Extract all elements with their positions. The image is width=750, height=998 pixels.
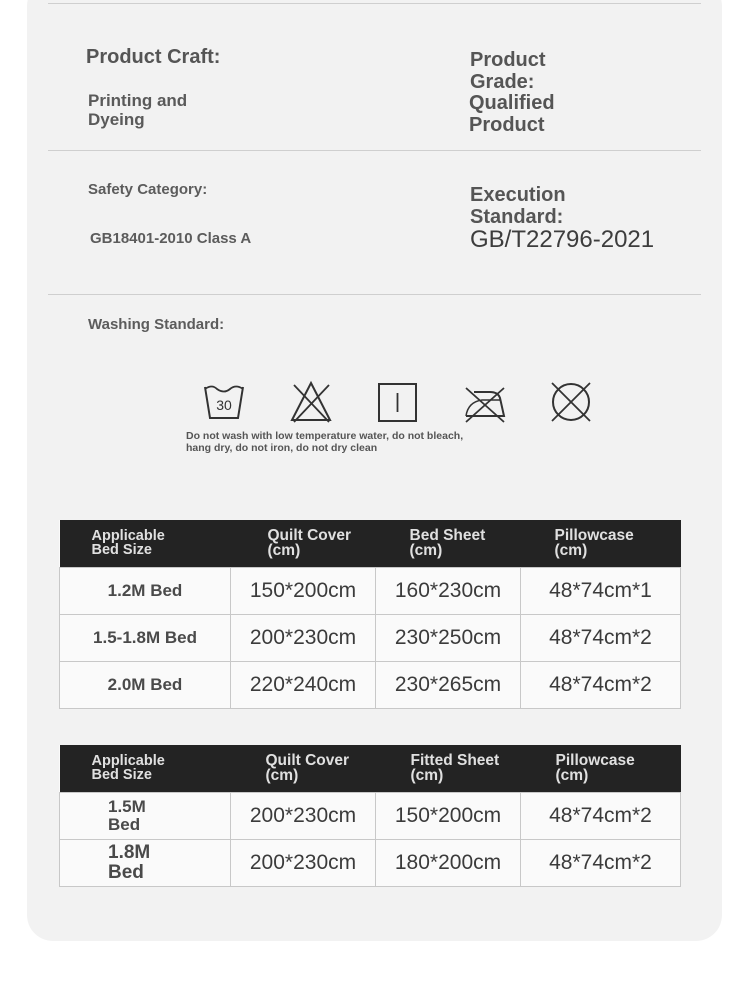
table-row bbox=[60, 792, 681, 839]
bed-size-cell: 1.2M Bed bbox=[60, 567, 231, 614]
table-cell: 220*240cm bbox=[231, 661, 376, 708]
table-header-row bbox=[60, 520, 681, 567]
table-cell: 200*230cm bbox=[231, 839, 376, 886]
table-row bbox=[60, 839, 681, 886]
safety-value: GB18401-2010 Class A bbox=[90, 230, 252, 247]
craft-label: Product Craft: bbox=[86, 46, 221, 68]
table-row bbox=[60, 661, 681, 708]
table-cell: 200*230cm bbox=[231, 792, 376, 839]
care-icons bbox=[200, 380, 600, 430]
header-bed-size: Applicable Bed Size bbox=[60, 745, 231, 792]
header-quilt-cover: Quilt Cover (cm) bbox=[231, 745, 376, 792]
no-bleach-icon bbox=[289, 380, 333, 424]
table-cell: 48*74cm*2 bbox=[521, 792, 681, 839]
table-cell: 48*74cm*2 bbox=[521, 614, 681, 661]
wash-30-icon bbox=[202, 380, 246, 424]
table-cell: 180*200cm bbox=[376, 839, 521, 886]
table-header-row bbox=[60, 745, 681, 792]
washing-label: Washing Standard: bbox=[88, 316, 225, 333]
table-cell: 150*200cm bbox=[376, 792, 521, 839]
bed-size-cell: 2.0M Bed bbox=[60, 661, 231, 708]
header-pillowcase: Pillowcase (cm) bbox=[521, 745, 681, 792]
header-bed-sheet: Bed Sheet (cm) bbox=[376, 520, 521, 567]
wash-temp: 30 bbox=[216, 397, 232, 413]
execution-label: Execution Standard: bbox=[470, 184, 566, 228]
size-table-2 bbox=[59, 745, 681, 887]
grade-label: Product Grade: bbox=[470, 49, 546, 93]
table-cell: 160*230cm bbox=[376, 567, 521, 614]
table-cell: 48*74cm*2 bbox=[521, 839, 681, 886]
bed-size-cell: 1.5-1.8M Bed bbox=[60, 614, 231, 661]
no-iron-icon bbox=[462, 380, 508, 424]
execution-value: GB/T22796-2021 bbox=[470, 226, 655, 253]
header-bed-size: Applicable Bed Size bbox=[60, 520, 231, 567]
bed-size-cell: 1.5M Bed bbox=[60, 792, 231, 839]
table-row bbox=[60, 614, 681, 661]
table-cell: 230*265cm bbox=[376, 661, 521, 708]
table-cell: 200*230cm bbox=[231, 614, 376, 661]
table-cell: 48*74cm*1 bbox=[521, 567, 681, 614]
size-table-1 bbox=[59, 520, 681, 709]
table-cell: 48*74cm*2 bbox=[521, 661, 681, 708]
table-row bbox=[60, 567, 681, 614]
header-fitted-sheet: Fitted Sheet (cm) bbox=[376, 745, 521, 792]
hang-dry-icon bbox=[376, 380, 420, 424]
header-pillowcase: Pillowcase (cm) bbox=[521, 520, 681, 567]
table-cell: 150*200cm bbox=[231, 567, 376, 614]
safety-label: Safety Category: bbox=[88, 181, 208, 198]
divider bbox=[48, 294, 701, 295]
divider bbox=[48, 3, 701, 4]
grade-value: Qualified Product bbox=[469, 92, 555, 136]
craft-value: Printing and Dyeing bbox=[88, 91, 188, 129]
table-cell: 230*250cm bbox=[376, 614, 521, 661]
divider bbox=[48, 150, 701, 151]
care-note: Do not wash with low temperature water, do not bleach, hang dry, do not iron, do not dry clean bbox=[186, 430, 464, 454]
bed-size-cell: 1.8M Bed bbox=[60, 839, 231, 886]
header-quilt-cover: Quilt Cover (cm) bbox=[231, 520, 376, 567]
no-dry-clean-icon bbox=[549, 380, 593, 424]
